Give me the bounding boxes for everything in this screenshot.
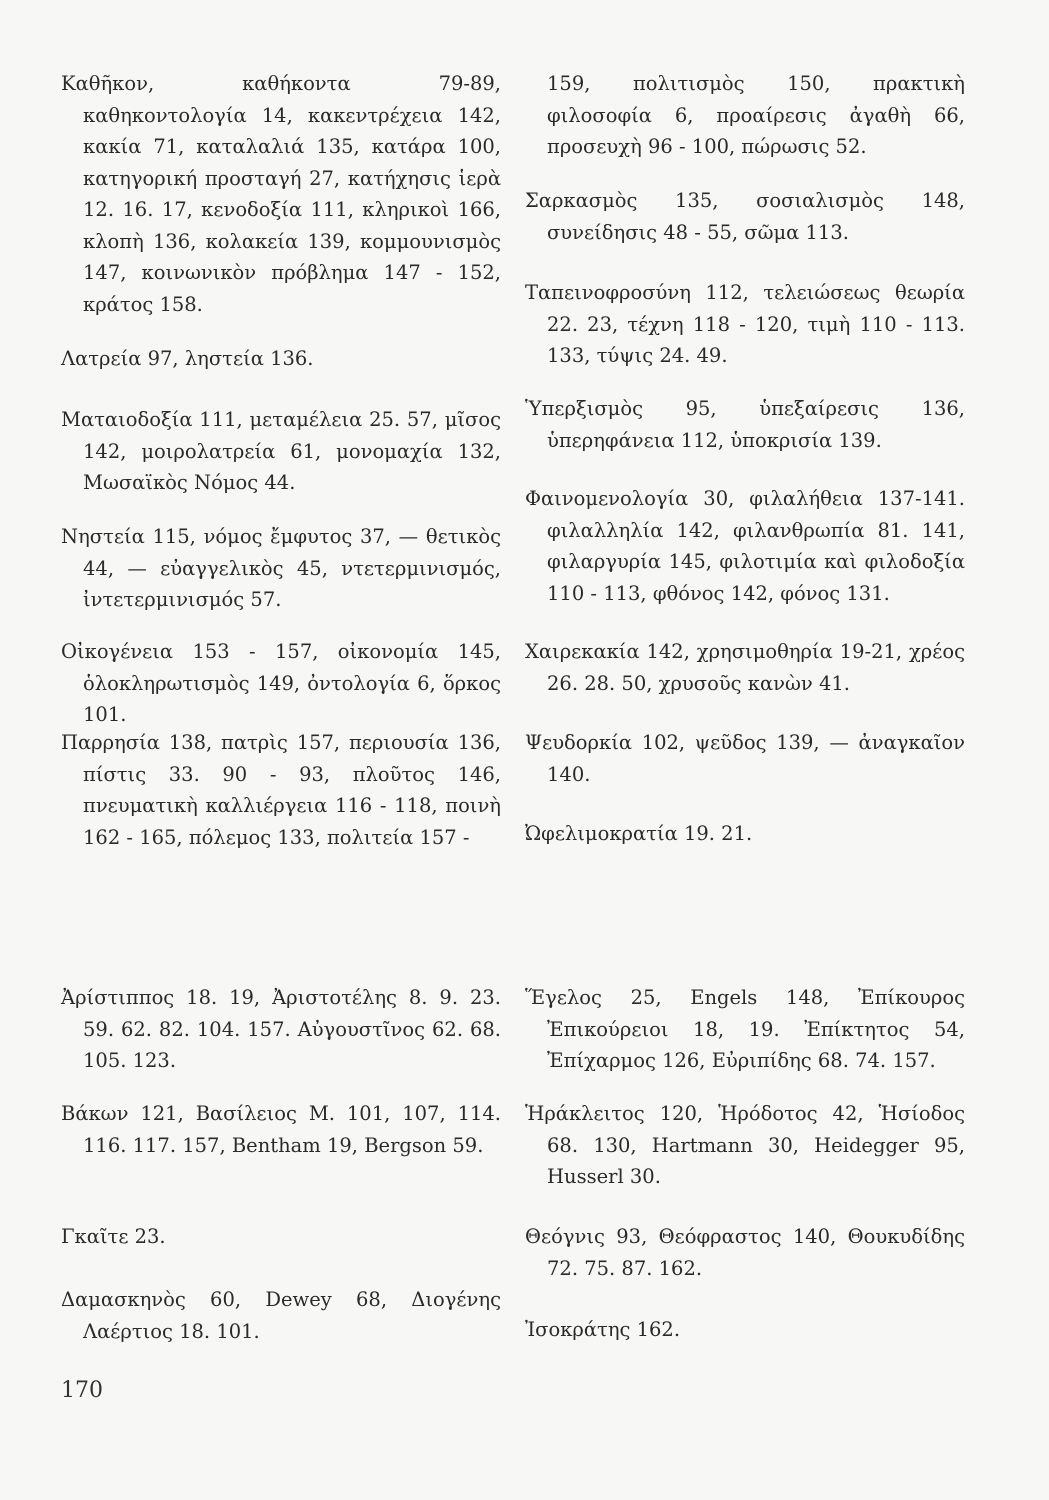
index-entry: Καθῆκον, καθήκοντα 79-89, καθηκοντολογία 14, κακεντρέχεια 142, κακία 71, καταλαλιά 135, κατάρα 100, κατηγορική προσταγή 27, κατήχησις ἱερὰ 12. 16. 17, κενοδοξία 111, κληρικοὶ 166, κλοπὴ 136, κολακεία 139, κομμουνισμὸς 147, κοινωνικὸν πρόβλημα 147 - 152, κράτος 158. (61, 72, 501, 316)
index-entry: Λατρεία 97, ληστεία 136. (61, 347, 314, 370)
index-entry: Ἕγελος 25, Engels 148, Ἐπίκουρος Ἐπικούρειοι 18, 19. Ἐπίκτητος 54, Ἐπίχαρμος 126, Εὐριπίδης 68. 74. 157. (525, 986, 965, 1072)
index-entry: Ἰσοκράτης 162. (525, 1318, 681, 1341)
index-entry: Φαινομενολογία 30, φιλαλήθεια 137-141. φιλαλληλία 142, φιλανθρωπία 81. 141, φιλαργυρία 145, φιλοτιμία καὶ φιλοδοξία 110 - 113, φθόνος 142, φόνος 131. (525, 487, 965, 605)
index-entry: Ματαιοδοξία 111, μεταμέλεια 25. 57, μῖσος 142, μοιρολατρεία 61, μονομαχία 132, Μωσαϊκὸς Νόμος 44. (61, 408, 501, 494)
index-entry: Βάκων 121, Βασίλειος Μ. 101, 107, 114. 116. 117. 157, Bentham 19, Bergson 59. (61, 1102, 501, 1157)
index-entry: Νηστεία 115, νόμος ἔμφυτος 37, — θετικὸς 44, — εὐαγγελικὸς 45, ντετερμινισμός, ἰντετερμινισμός 57. (61, 525, 501, 611)
index-entry: Ὑπερξισμὸς 95, ὑπεξαίρεσις 136, ὑπερηφάνεια 112, ὑποκρισία 139. (525, 397, 965, 452)
index-entry: Ὠφελιμοκρατία 19. 21. (525, 822, 753, 845)
index-entry: Ἀρίστιππος 18. 19, Ἀριστοτέλης 8. 9. 23. 59. 62. 82. 104. 157. Αὐγουστῖνος 62. 68. 105. 123. (61, 986, 501, 1072)
index-entry: Δαμασκηνὸς 60, Dewey 68, Διογένης Λαέρτιος 18. 101. (61, 1288, 501, 1343)
index-entry: Ψευδορκία 102, ψεῦδος 139, — ἀναγκαῖον 140. (525, 731, 965, 786)
index-entry-continued: 159, πολιτισμὸς 150, πρακτικὴ φιλοσοφία 6, προαίρεσις ἀγαθὴ 66, προσευχὴ 96 - 100, πώρωσις 52. (547, 72, 965, 158)
index-entry: Γκαῖτε 23. (61, 1225, 166, 1248)
index-entry: Ταπεινοφροσύνη 112, τελειώσεως θεωρία 22. 23, τέχνη 118 - 120, τιμὴ 110 - 113. 133, τύψις 24. 49. (525, 281, 965, 367)
index-entry: Θεόγνις 93, Θεόφραστος 140, Θουκυδίδης 72. 75. 87. 162. (525, 1225, 965, 1280)
page-number: 170 (61, 1378, 103, 1403)
index-entry: Σαρκασμὸς 135, σοσιαλισμὸς 148, συνείδησις 48 - 55, σῶμα 113. (525, 189, 965, 244)
index-entry: Χαιρεκακία 142, χρησιμοθηρία 19-21, χρέος 26. 28. 50, χρυσοῦς κανὼν 41. (525, 640, 965, 695)
index-entry: Παρρησία 138, πατρὶς 157, περιουσία 136, πίστις 33. 90 - 93, πλοῦτος 146, πνευματικὴ καλλιέργεια 116 - 118, ποινὴ 162 - 165, πόλεμος 133, πολιτεία 157 - (61, 731, 501, 849)
index-entry: Οἰκογένεια 153 - 157, οἰκονομία 145, ὁλοκληρωτισμὸς 149, ὀντολογία 6, ὅρκος 101. (61, 640, 501, 726)
index-entry: Ἡράκλειτος 120, Ἡρόδοτος 42, Ἡσίοδος 68. 130, Hartmann 30, Heidegger 95, Husserl 30. (525, 1102, 965, 1188)
